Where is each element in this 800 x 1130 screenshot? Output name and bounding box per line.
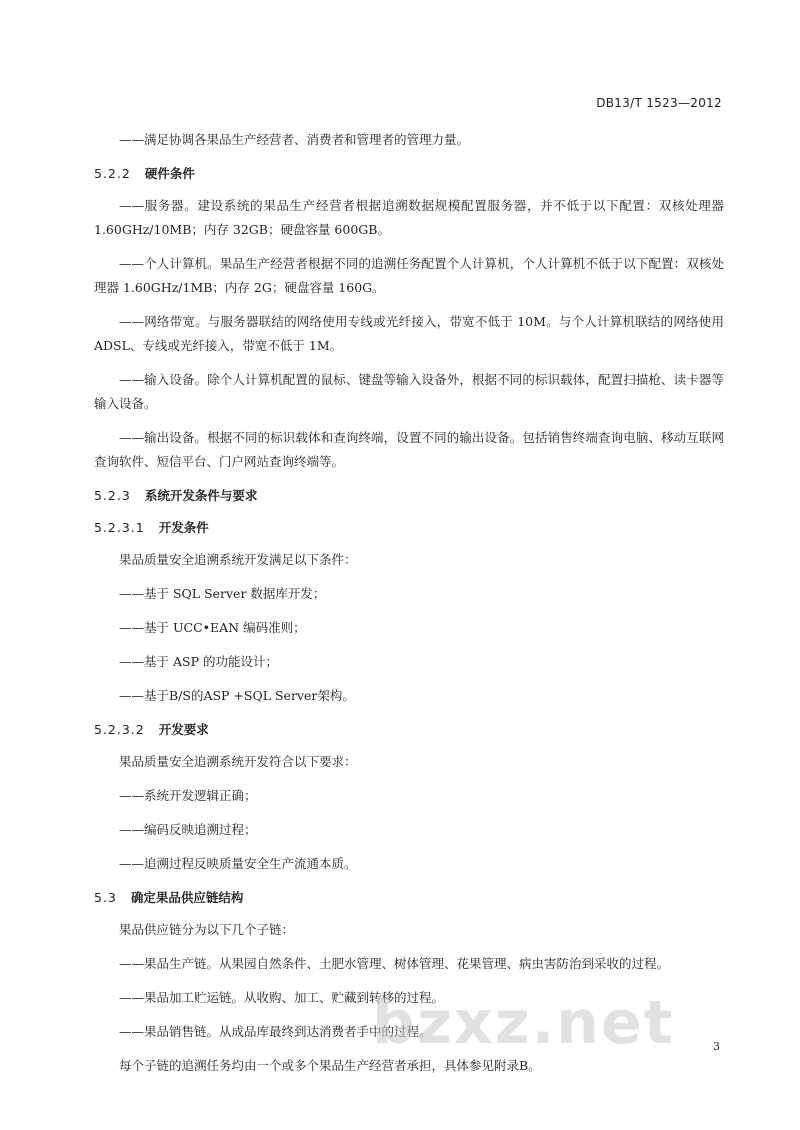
paragraph: ——网络带宽。与服务器联结的网络使用专线或光纤接入，带宽不低于 10M。与个人计算机联结的网络使用 ADSL、专线或光纤接入，带宽不低于 1M。 — [94, 314, 724, 353]
paragraph: ——基于 SQL Server 数据库开发； — [119, 586, 326, 601]
paragraph: ——基于B/S的ASP +SQL Server架构。 — [119, 688, 355, 703]
page-number: 3 — [713, 1040, 720, 1053]
paragraph: ——果品生产链。从果园自然条件、土肥水管理、树体管理、花果管理、病虫害防治到采收的过程。 — [119, 956, 670, 971]
section-number: 5.3 — [94, 890, 117, 905]
paragraph: ——系统开发逻辑正确； — [119, 788, 257, 803]
paragraph: ——果品销售链。从成品库最终到达消费者手中的过程。 — [119, 1024, 432, 1039]
paragraph: ——编码反映追溯过程； — [119, 822, 257, 837]
section-number: 5.2.3.2 — [94, 722, 145, 737]
standard-code: DB13/T 1523—2012 — [596, 96, 722, 110]
section-heading — [94, 886, 724, 910]
watermark: bzxz.net — [372, 988, 675, 1058]
document-body — [94, 128, 724, 1088]
paragraph: ——满足协调各果品生产经营者、消费者和管理者的管理力量。 — [119, 132, 470, 147]
section-title: 开发要求 — [158, 722, 209, 737]
paragraph: 每个子链的追溯任务均由一个或多个果品生产经营者承担，具体参见附录B。 — [119, 1058, 541, 1073]
section-title: 确定果品供应链结构 — [130, 890, 244, 905]
section-heading — [94, 484, 724, 508]
section-title: 硬件条件 — [144, 166, 195, 181]
section-title: 开发条件 — [158, 520, 209, 535]
paragraph: 果品供应链分为以下几个子链： — [119, 922, 295, 937]
section-title: 系统开发条件与要求 — [144, 488, 258, 503]
paragraph: ——果品加工贮运链。从收购、加工、贮藏到转移的过程。 — [119, 990, 445, 1005]
paragraph: ——追溯过程反映质量安全生产流通本质。 — [119, 856, 357, 871]
paragraph: 果品质量安全追溯系统开发满足以下条件： — [119, 552, 357, 567]
section-heading — [94, 718, 724, 742]
section-number: 5.2.2 — [94, 166, 131, 181]
paragraph: ——输出设备。根据不同的标识载体和查询终端，设置不同的输出设备。包括销售终端查询电脑、移动互联网查询软件、短信平台、门户网站查询终端等。 — [94, 430, 724, 469]
section-heading — [94, 162, 724, 186]
section-heading — [94, 516, 724, 540]
paragraph: ——基于 UCC•EAN 编码准则； — [119, 620, 306, 635]
paragraph: ——输入设备。除个人计算机配置的鼠标、键盘等输入设备外，根据不同的标识载体，配置扫描枪、读卡器等输入设备。 — [94, 372, 724, 411]
paragraph: 果品质量安全追溯系统开发符合以下要求： — [119, 754, 357, 769]
section-number: 5.2.3.1 — [94, 520, 145, 535]
paragraph: ——基于 ASP 的功能设计； — [119, 654, 278, 669]
paragraph: ——服务器。建设系统的果品生产经营者根据追溯数据规模配置服务器，并不低于以下配置：双核处理器 1.60GHz/10MB；内存 32GB；硬盘容量 600GB。 — [94, 198, 724, 237]
section-number: 5.2.3 — [94, 488, 131, 503]
paragraph: ——个人计算机。果品生产经营者根据不同的追溯任务配置个人计算机，个人计算机不低于以下配置：双核处理器 1.60GHz/1MB；内存 2G；硬盘容量 160G。 — [94, 256, 724, 295]
